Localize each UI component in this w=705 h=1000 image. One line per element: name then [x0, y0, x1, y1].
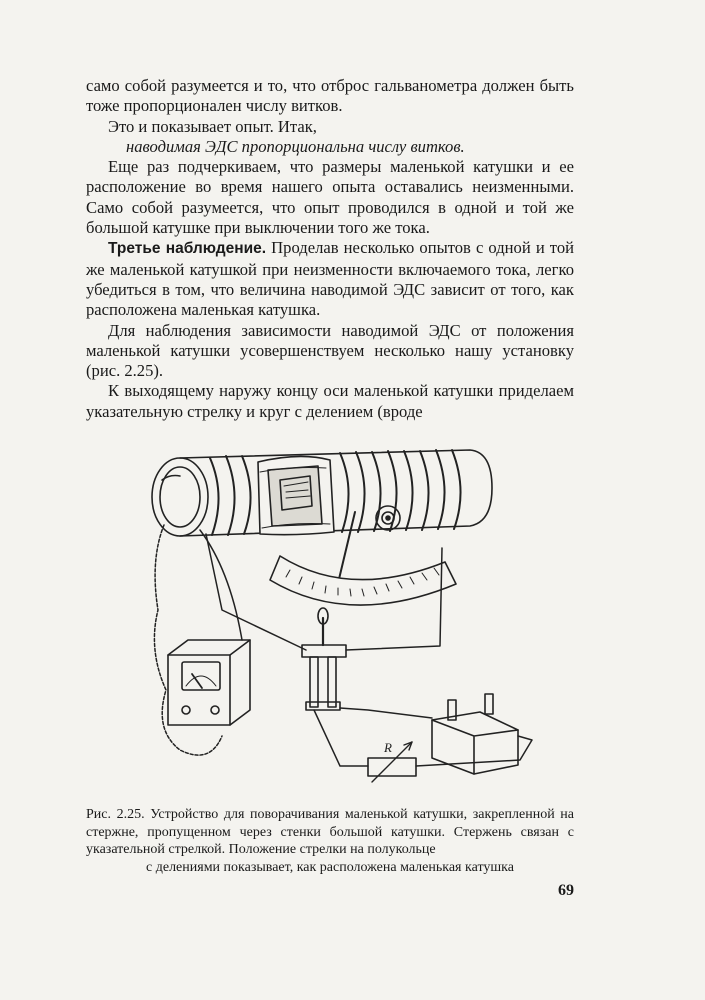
figure-2-25 [140, 440, 560, 785]
rheostat [368, 740, 416, 782]
third-observation-heading: Третье наблюдение. [108, 240, 267, 258]
paragraph-3: Еще раз подчеркиваем, что размеры маленькой катушки и ее расположение во время нашего опыта оставались неизменными. Само собой разумеется, что опыт проводился в одной и той же большой катушке при выключении того же тока. [86, 157, 574, 238]
caption-text: Рис. 2.25. Устройство для поворачивания маленькой катушки, закрепленной на стержне, пропущенном через стенки большой катушки. Стержень связан с указательной стрелкой. Положение стрелки на полукольце [86, 807, 574, 857]
thesis-statement: наводимая ЭДС пропорциональна числу витков. [126, 136, 465, 156]
paragraph-4-text: Проделав несколько опытов с одной и той же маленькой катушкой при неизменности включаемого тока, легко убедиться в том, что величина наводимой ЭДС зависит от того, как расположена маленькая катушка. [86, 238, 574, 320]
paragraph-1: само собой разумеется и то, что отброс гальванометра должен быть тоже пропорционален числу витков. [86, 76, 574, 116]
page-number: 69 [558, 882, 574, 899]
paragraph-6: К выходящему наружу концу оси маленькой катушки приделаем указательную стрелку и круг с делением (вроде [86, 381, 574, 421]
galvanometer [168, 640, 250, 725]
large-coil [152, 450, 492, 536]
apparatus-illustration [140, 440, 560, 785]
paragraph-2: Это и показывает опыт. Итак, [108, 116, 317, 136]
resistor-label: R [384, 740, 392, 755]
body-text [86, 76, 574, 422]
figure-caption [86, 806, 574, 876]
paragraph-4 [86, 238, 574, 320]
paragraph-5: Для наблюдения зависимости наводимой ЭДС от положения маленькой катушки усовершенствуем несколько нашу установку (рис. 2.25). [86, 320, 574, 381]
caption-last-line: с делениями показывает, как расположена маленькая катушка [146, 859, 514, 875]
knife-switch [302, 608, 346, 710]
